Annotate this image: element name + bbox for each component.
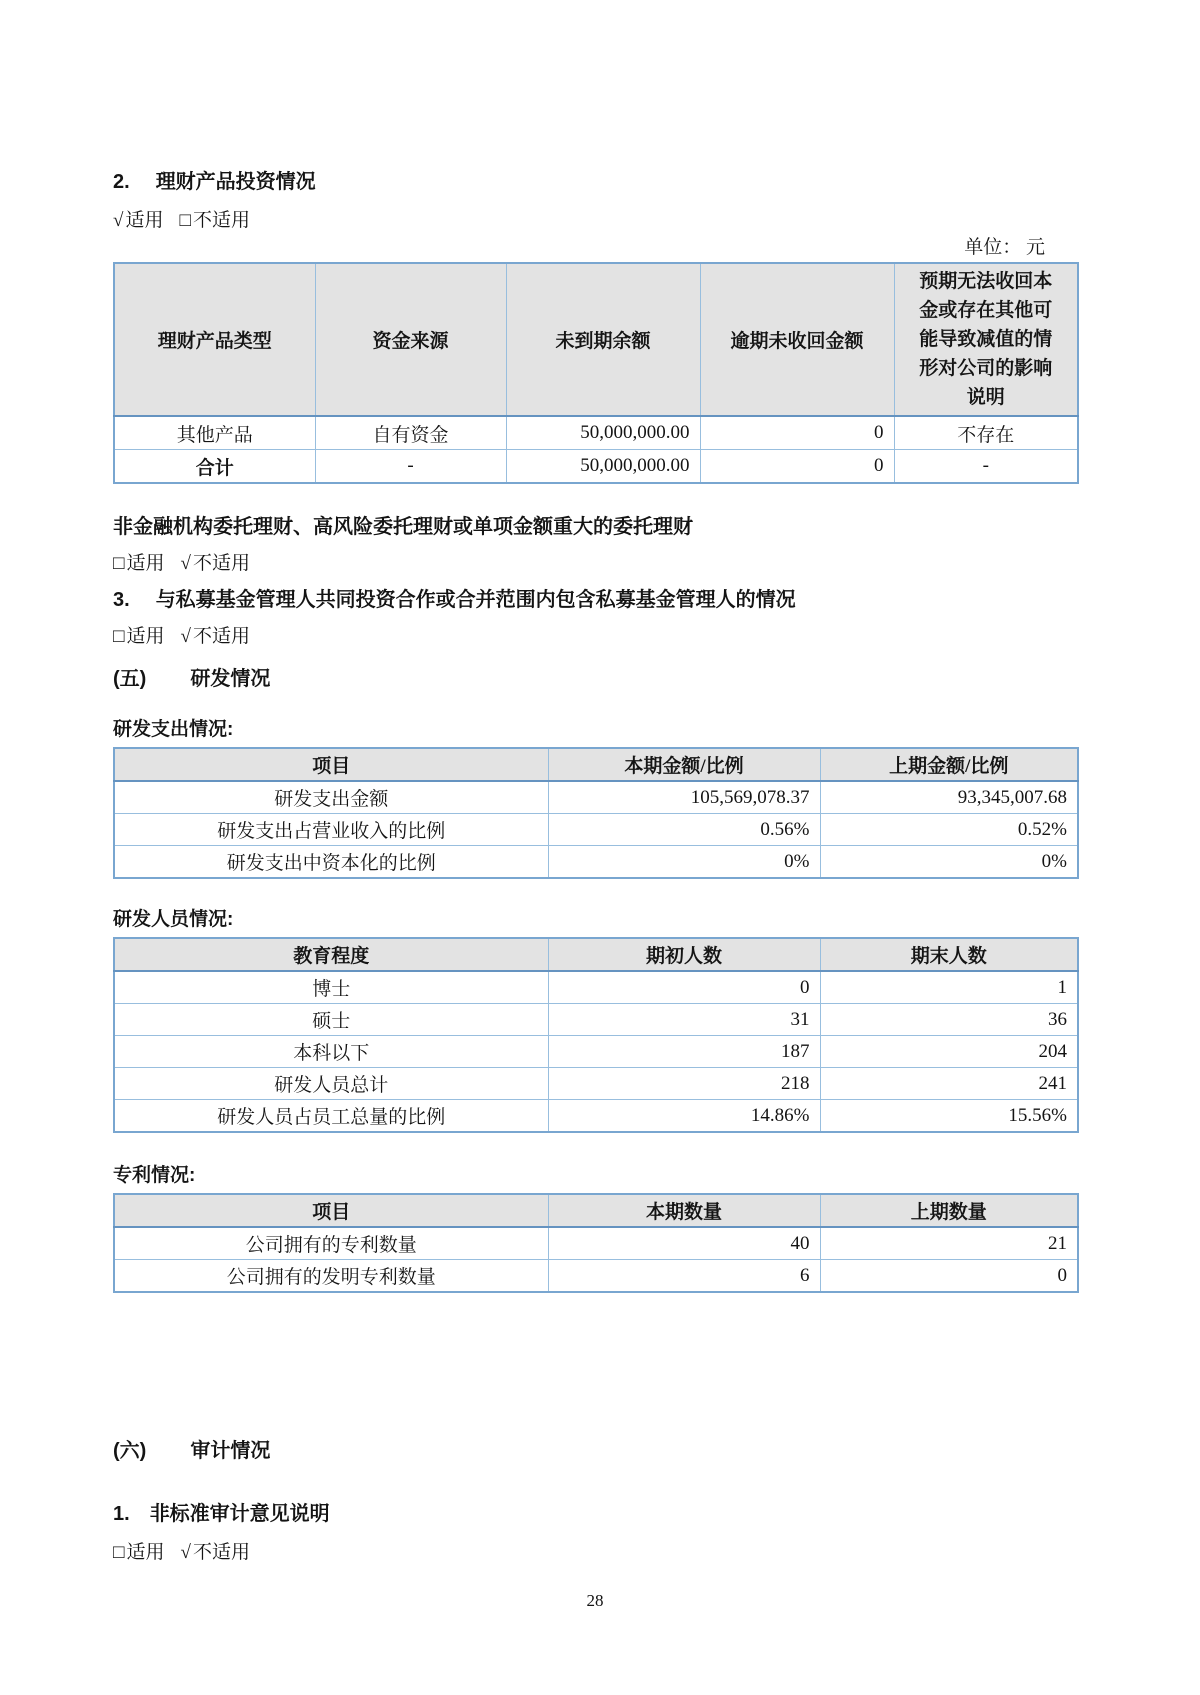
cell-current-amount: 0% <box>548 846 820 879</box>
non-financial-entrusted-heading: 非金融机构委托理财、高风险委托理财或单项金额重大的委托理财 <box>113 516 693 538</box>
table-row <box>114 1260 1078 1293</box>
table-header-row <box>114 938 1078 971</box>
checkbox-icon: □ <box>113 626 125 647</box>
cell-prior-amount: 0% <box>820 846 1078 879</box>
header-cell-overdue-amount: 逾期未收回金额 <box>700 263 894 416</box>
cell-prior-amount: 93,345,007.68 <box>820 781 1078 814</box>
applicability-line-applicable <box>113 208 1077 234</box>
cell-prior-count: 21 <box>820 1227 1078 1260</box>
section-heading-audit <box>113 1438 1077 1465</box>
section-title: 研发情况 <box>190 668 271 690</box>
cell-beginning-count: 218 <box>548 1068 820 1100</box>
applicability-line-not-applicable <box>113 624 1077 650</box>
cell-ending-count: 241 <box>820 1068 1078 1100</box>
cell-education: 博士 <box>114 971 548 1004</box>
header-cell-impairment-note: 预期无法收回本金或存在其他可能导致减值的情形对公司的影响说明 <box>894 263 1078 416</box>
cell-product-type: 其他产品 <box>114 416 315 450</box>
section-title: 与私募基金管理人共同投资合作或合并范围内包含私募基金管理人的情况 <box>155 589 796 611</box>
header-cell-current-amount: 本期金额/比例 <box>548 748 820 781</box>
cell-impairment-note: 不存在 <box>894 416 1078 450</box>
section-number: (六) <box>113 1440 147 1462</box>
applicable-label: 适用 <box>125 210 164 231</box>
cell-overdue-amount: 0 <box>700 416 894 450</box>
header-cell-ending-count: 期末人数 <box>820 938 1078 971</box>
patent-table <box>113 1193 1079 1293</box>
table-total-row <box>114 450 1078 484</box>
cell-beginning-count: 0 <box>548 971 820 1004</box>
table-row <box>114 814 1078 846</box>
table-row <box>114 971 1078 1004</box>
cell-education: 硕士 <box>114 1004 548 1036</box>
table-row <box>114 1100 1078 1133</box>
applicable-label: 适用 <box>126 1542 165 1563</box>
cell-outstanding-balance: 50,000,000.00 <box>506 416 700 450</box>
header-cell-current-count: 本期数量 <box>548 1194 820 1227</box>
table-row <box>114 846 1078 879</box>
applicable-label: 适用 <box>126 626 165 647</box>
cell-item: 公司拥有的专利数量 <box>114 1227 548 1260</box>
audit-opinion-heading <box>113 1501 1077 1528</box>
header-cell-item: 项目 <box>114 748 548 781</box>
header-cell-product-type: 理财产品类型 <box>114 263 315 416</box>
cell-item: 公司拥有的发明专利数量 <box>114 1260 548 1293</box>
applicability-line-not-applicable <box>113 551 1077 577</box>
cell-total-label: 合计 <box>114 450 315 484</box>
cell-outstanding-balance-total: 50,000,000.00 <box>506 450 700 484</box>
applicable-label: 适用 <box>126 553 165 574</box>
header-cell-prior-amount: 上期金额/比例 <box>820 748 1078 781</box>
cell-item: 研发支出占营业收入的比例 <box>114 814 548 846</box>
cell-ending-count: 15.56% <box>820 1100 1078 1133</box>
header-cell-prior-count: 上期数量 <box>820 1194 1078 1227</box>
check-mark-icon: √ <box>180 626 191 647</box>
cell-ending-count: 1 <box>820 971 1078 1004</box>
cell-beginning-count: 14.86% <box>548 1100 820 1133</box>
header-cell-outstanding-balance: 未到期余额 <box>506 263 700 416</box>
page-number: 28 <box>586 1591 604 1610</box>
header-cell-education: 教育程度 <box>114 938 548 971</box>
checkbox-icon: □ <box>113 553 125 574</box>
check-mark-icon: √ <box>180 553 191 574</box>
not-applicable-label: 不适用 <box>192 553 250 574</box>
header-cell-beginning-count: 期初人数 <box>548 938 820 971</box>
patent-table-label: 专利情况: <box>113 1165 196 1186</box>
cell-education: 研发人员占员工总量的比例 <box>114 1100 548 1133</box>
table-row <box>114 1227 1078 1260</box>
table-header-row <box>114 1194 1078 1227</box>
table-header-row <box>114 263 1078 416</box>
not-applicable-label: 不适用 <box>192 1542 250 1563</box>
cell-education: 研发人员总计 <box>114 1068 548 1100</box>
table-header-row <box>114 748 1078 781</box>
applicability-line-not-applicable <box>113 1540 1077 1566</box>
cell-ending-count: 204 <box>820 1036 1078 1068</box>
check-mark-icon: √ <box>180 1542 191 1563</box>
section-title: 非标准审计意见说明 <box>149 1503 330 1525</box>
report-page-content <box>113 0 1077 1612</box>
cell-education: 本科以下 <box>114 1036 548 1068</box>
checkbox-icon: □ <box>113 1542 125 1563</box>
section-title: 审计情况 <box>190 1440 271 1462</box>
table-row <box>114 1068 1078 1100</box>
header-cell-item: 项目 <box>114 1194 548 1227</box>
rd-expense-table <box>113 747 1079 879</box>
rd-staff-table <box>113 937 1079 1133</box>
section-heading-private-fund <box>113 587 1077 614</box>
section-heading-wealth-products <box>113 169 1077 196</box>
cell-fund-source: 自有资金 <box>315 416 506 450</box>
not-applicable-label: 不适用 <box>192 210 250 231</box>
cell-current-count: 40 <box>548 1227 820 1260</box>
cell-prior-amount: 0.52% <box>820 814 1078 846</box>
header-cell-fund-source: 资金来源 <box>315 263 506 416</box>
cell-impairment-note-total: - <box>894 450 1078 484</box>
section-number: 1. <box>113 1503 130 1525</box>
not-applicable-label: 不适用 <box>192 626 250 647</box>
cell-overdue-amount-total: 0 <box>700 450 894 484</box>
section-number: (五) <box>113 668 147 690</box>
table-row <box>114 1036 1078 1068</box>
cell-fund-source-total: - <box>315 450 506 484</box>
cell-current-amount: 105,569,078.37 <box>548 781 820 814</box>
cell-beginning-count: 31 <box>548 1004 820 1036</box>
cell-current-amount: 0.56% <box>548 814 820 846</box>
cell-item: 研发支出金额 <box>114 781 548 814</box>
cell-item: 研发支出中资本化的比例 <box>114 846 548 879</box>
table-row <box>114 1004 1078 1036</box>
cell-ending-count: 36 <box>820 1004 1078 1036</box>
section-title: 理财产品投资情况 <box>155 171 316 193</box>
section-number: 2. <box>113 171 130 193</box>
cell-prior-count: 0 <box>820 1260 1078 1293</box>
section-heading-rd <box>113 666 1077 693</box>
checkbox-icon: □ <box>179 210 191 231</box>
table-row <box>114 781 1078 814</box>
rd-staff-table-label: 研发人员情况: <box>113 909 234 930</box>
unit-note: 单位： 元 <box>964 237 1045 258</box>
wealth-products-table <box>113 262 1079 484</box>
rd-expense-table-label: 研发支出情况: <box>113 719 234 740</box>
section-number: 3. <box>113 589 130 611</box>
table-row <box>114 416 1078 450</box>
check-mark-icon: √ <box>113 210 124 231</box>
cell-current-count: 6 <box>548 1260 820 1293</box>
cell-beginning-count: 187 <box>548 1036 820 1068</box>
